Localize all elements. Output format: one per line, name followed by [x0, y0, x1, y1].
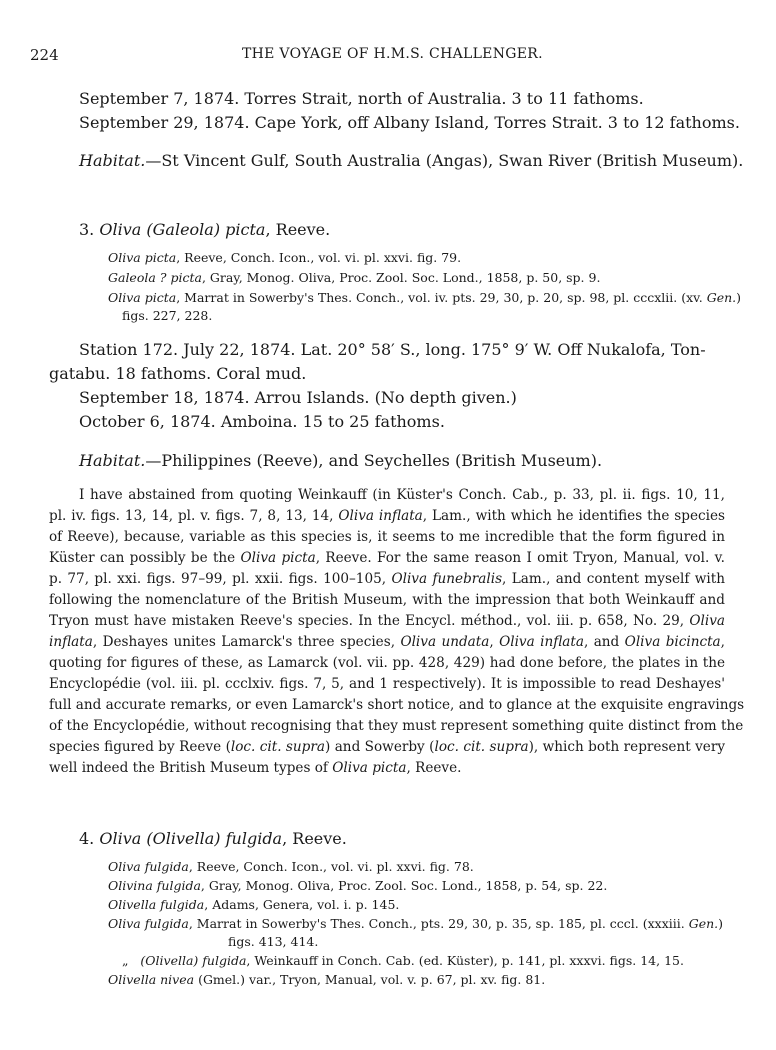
taxon-name: Oliva inflata	[338, 508, 423, 524]
synonym-reference: , Reeve, Conch. Icon., vol. vi. pl. xxvi. fig. 79.	[176, 250, 462, 265]
text-run: pl. iv. figs. 13, 14, pl. v. figs. 7, 8, 13, 14,	[49, 508, 339, 524]
synonymy-entry	[122, 953, 684, 968]
record-line: October 6, 1874. Amboina. 15 to 25 fathoms.	[79, 412, 445, 431]
synonymy-entry	[108, 250, 461, 265]
text-run: ,	[720, 634, 725, 650]
synonym-name: Oliva picta	[108, 250, 177, 265]
species-heading	[79, 220, 330, 239]
discussion-line: quoting for figures of these, as Lamarck (vol. vii. pp. 428, 429) had done before, the plates in the	[49, 655, 725, 671]
discussion-line: following the nomenclature of the British Museum, with the impression that both Weinkauff and	[49, 592, 725, 608]
synonym-reference: , Weinkauff in Conch. Cab. (ed. Küster), p. 141, pl. xxxvi. figs. 14, 15.	[246, 953, 684, 968]
synonymy-entry	[108, 897, 399, 912]
synonym-name: Oliva fulgida	[108, 916, 189, 931]
text-run: ) and Sowerby (	[324, 739, 435, 755]
discussion-line	[49, 508, 725, 524]
subgenus-name: (Galeola)	[146, 220, 221, 239]
synonym-name: Oliva fulgida	[108, 859, 189, 874]
synonym-name: Olivina fulgida	[108, 878, 201, 893]
station-line: Station 172. July 22, 1874. Lat. 20° 58′ S., long. 175° 9′ W. Off Nukalofa, Ton-	[79, 340, 706, 359]
habitat-label: Habitat.	[79, 151, 146, 170]
synonym-name: Olivella nivea	[108, 972, 195, 987]
discussion-line	[49, 550, 725, 566]
synonym-reference: , Adams, Genera, vol. i. p. 145.	[204, 897, 400, 912]
synonym-name: Galeola ? picta	[108, 270, 202, 285]
text-run: , Deshayes unites Lamarck's three species,	[92, 634, 401, 650]
taxon-name: Oliva bicincta	[624, 634, 721, 650]
ditto-mark: „	[122, 953, 129, 968]
text-run: , Reeve. For the same reason I omit Tryon, Manual, vol. v.	[315, 550, 725, 566]
taxon-name: Oliva inflata	[499, 634, 584, 650]
synonym-name: Oliva picta	[108, 290, 177, 305]
synonymy-entry	[108, 270, 600, 285]
text-run: Tryon must have mistaken Reeve's species. In the Encycl. méthod., vol. iii. p. 658, No. 29,	[49, 613, 690, 629]
species-author: , Reeve.	[265, 220, 331, 239]
synonym-genus-abbrev: Gen.	[688, 916, 719, 931]
synonym-reference: (Gmel.) var., Tryon, Manual, vol. v. p. 67, pl. xv. fig. 81.	[194, 972, 546, 987]
taxon-name: inflata	[49, 634, 93, 650]
species-author: , Reeve.	[282, 829, 347, 848]
genus-name: Oliva	[99, 220, 142, 239]
discussion-line: of the Encyclopédie, without recognising that they must represent something quite distinct from the	[49, 718, 744, 734]
taxon-name: Oliva undata	[400, 634, 490, 650]
text-run: ), which both represent very	[528, 739, 725, 755]
synonymy-continuation: figs. 227, 228.	[122, 308, 213, 323]
species-name: picta	[225, 220, 266, 239]
synonym-reference: , Gray, Monog. Oliva, Proc. Zool. Soc. Lond., 1858, p. 54, sp. 22.	[200, 878, 608, 893]
subgenus-name: (Olivella)	[146, 829, 221, 848]
discussion-line	[49, 739, 725, 755]
synonym-reference: , Marrat in Sowerby's Thes. Conch., vol. iv. pts. 29, 30, p. 20, sp. 98, pl. cccxlii. (xv.	[176, 290, 707, 305]
taxon-name: Oliva funebralis	[391, 571, 503, 587]
page-number: 224	[30, 46, 59, 64]
habitat-text: —St Vincent Gulf, South Australia (Angas), Swan River (British Museum).	[145, 151, 744, 170]
synonymy-entry	[108, 878, 607, 893]
habitat-text: —Philippines (Reeve), and Seychelles (British Museum).	[145, 451, 603, 470]
synonymy-entry	[108, 290, 741, 305]
record-line: September 18, 1874. Arrou Islands. (No depth given.)	[79, 388, 517, 407]
taxon-name: Oliva picta	[240, 550, 316, 566]
synonym-name: (Olivella) fulgida	[140, 953, 247, 968]
discussion-line: I have abstained from quoting Weinkauff (in Küster's Conch. Cab., p. 33, pl. ii. figs. 10, 11,	[79, 487, 725, 503]
synonym-name: Olivella fulgida	[108, 897, 205, 912]
running-title: THE VOYAGE OF H.M.S. CHALLENGER.	[242, 46, 543, 62]
text-run: ,	[489, 634, 500, 650]
synonym-tail: )	[736, 290, 742, 305]
synonymy-continuation: figs. 413, 414.	[228, 934, 319, 949]
synonym-reference: , Gray, Monog. Oliva, Proc. Zool. Soc. Lond., 1858, p. 50, sp. 9.	[201, 270, 601, 285]
synonymy-entry	[108, 972, 545, 987]
taxon-name: Oliva picta	[332, 760, 407, 776]
text-run: , Lam., with which he identifies the species	[422, 508, 725, 524]
synonymy-entry	[108, 916, 723, 931]
text-run: Küster can possibly be the	[49, 550, 241, 566]
habitat-label: Habitat.	[79, 451, 146, 470]
taxon-name: Oliva	[689, 613, 725, 629]
habitat-paragraph	[79, 451, 602, 470]
species-number: 4.	[79, 829, 95, 848]
synonym-reference: , Marrat in Sowerby's Thes. Conch., pts. 29, 30, p. 35, sp. 185, pl. cccl. (xxxiii.	[188, 916, 689, 931]
species-number: 3.	[79, 220, 95, 239]
text-run: , Lam., and content myself with	[502, 571, 725, 587]
discussion-line	[49, 571, 725, 587]
citation-ref: loc. cit. supra	[230, 739, 325, 755]
synonymy-entry	[108, 859, 474, 874]
text-run: , and	[583, 634, 625, 650]
discussion-line: full and accurate remarks, or even Lamarck's short notice, and to glance at the exquisite engravings	[49, 697, 745, 713]
synonym-reference: , Reeve, Conch. Icon., vol. vi. pl. xxvi. fig. 78.	[188, 859, 474, 874]
discussion-line	[49, 634, 725, 650]
discussion-line	[49, 760, 725, 776]
station-line: gatabu. 18 fathoms. Coral mud.	[49, 364, 307, 383]
genus-name: Oliva	[99, 829, 142, 848]
discussion-line: Encyclopédie (vol. iii. pl. ccclxiv. figs. 7, 5, and 1 respectively). It is impossible to read Deshayes'	[49, 676, 725, 692]
text-run: well indeed the British Museum types of	[49, 760, 333, 776]
record-line: September 29, 1874. Cape York, off Albany Island, Torres Strait. 3 to 12 fathoms.	[79, 113, 740, 132]
text-run: , Reeve.	[406, 760, 462, 776]
synonym-tail: )	[718, 916, 724, 931]
species-name: fulgida	[225, 829, 283, 848]
species-heading	[79, 829, 347, 848]
text-run: species figured by Reeve (	[49, 739, 231, 755]
synonym-genus-abbrev: Gen.	[706, 290, 737, 305]
citation-ref: loc. cit. supra	[434, 739, 529, 755]
discussion-line: of Reeve), because, variable as this species is, it seems to me incredible that the form figured in	[49, 529, 725, 545]
text-run: p. 77, pl. xxi. figs. 97–99, pl. xxii. figs. 100–105,	[49, 571, 392, 587]
record-line: September 7, 1874. Torres Strait, north of Australia. 3 to 11 fathoms.	[79, 89, 644, 108]
habitat-paragraph	[79, 151, 743, 170]
discussion-line	[49, 613, 725, 629]
